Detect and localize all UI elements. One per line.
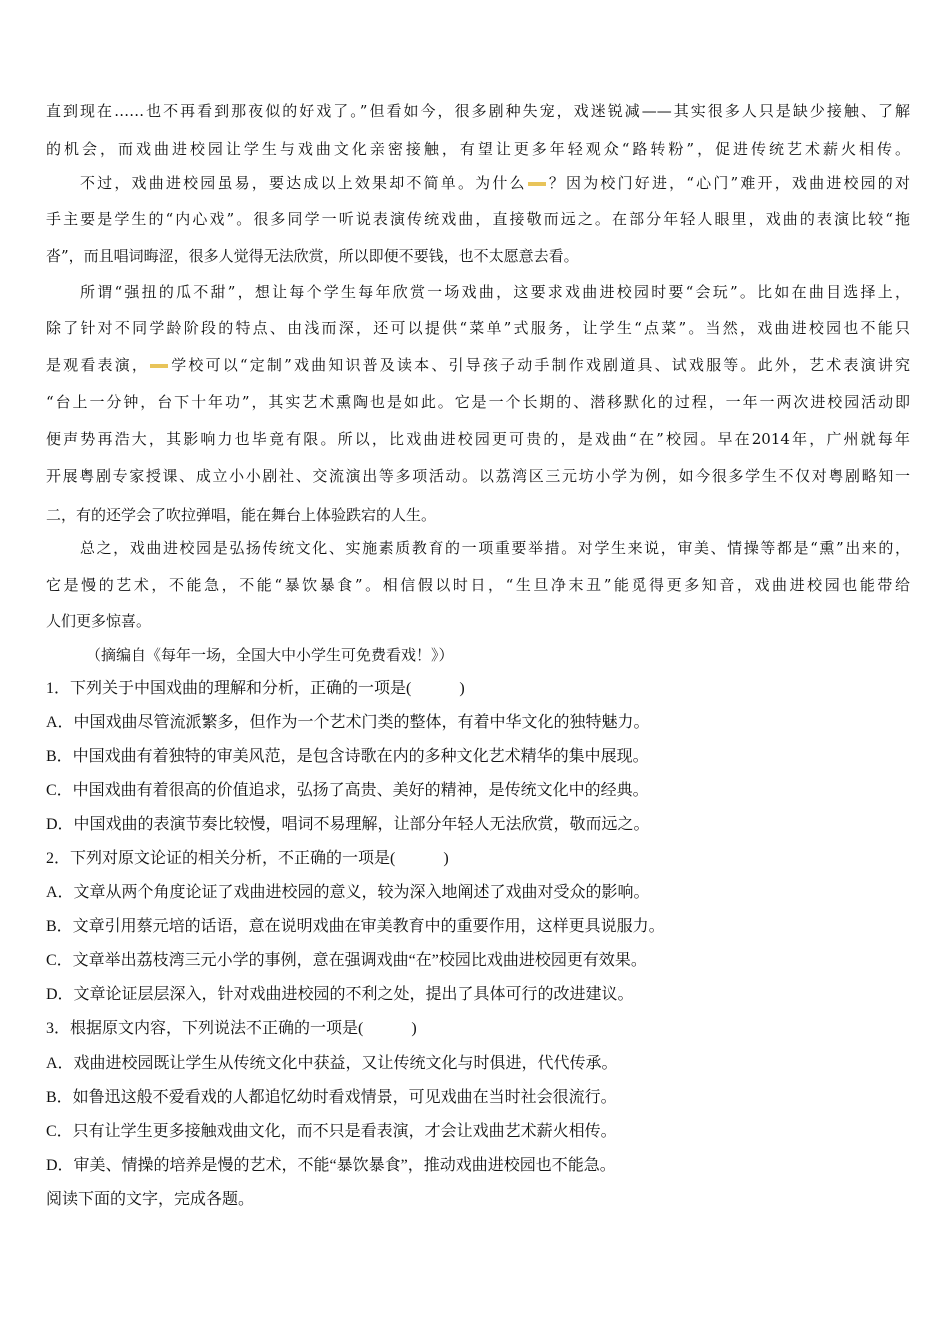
passage-line: 除了针对不同学龄阶段的特点、由浅而深，还可以提供“菜单”式服务，让学生“点菜”。当然，戏曲进校园也不能只	[46, 319, 910, 337]
option-a: A．戏曲进校园既让学生从传统文化中获益，又让传统文化与时俱进，代代传承。	[46, 1055, 618, 1072]
option-b: B．中国戏曲有着独特的审美风范，是包含诗歌在内的多种文化艺术精华的集中展现。	[46, 748, 649, 765]
passage-line: “台上一分钟，台下十年功”，其实艺术熏陶也是如此。它是一个长期的、潜移默化的过程，一年一两次进校园活动即	[46, 393, 910, 411]
reading-instruction: 阅读下面的文字，完成各题。	[46, 1191, 255, 1208]
passage-line: 人们更多惊喜。	[46, 612, 152, 630]
option-b: B．如鲁迅这般不爱看戏的人都追忆幼时看戏情景，可见戏曲在当时社会很流行。	[46, 1089, 617, 1106]
question-stem: 3．根据原文内容，下列说法不正确的一项是( )	[46, 1020, 417, 1037]
source-citation: （摘编自《每年一场，全国大中小学生可免费看戏！》）	[86, 646, 454, 664]
question-stem: 1．下列关于中国戏曲的理解和分析，正确的一项是( )	[46, 680, 465, 697]
question-stem: 2．下列对原文论证的相关分析，不正确的一项是( )	[46, 850, 449, 867]
option-d: D．审美、情操的培养是慢的艺术，不能“暴饮暴食”，推动戏曲进校园也不能急。	[46, 1157, 616, 1174]
blank-mark	[528, 182, 546, 186]
option-c: C．只有让学生更多接触戏曲文化，而不只是看表演，才会让戏曲艺术薪火相传。	[46, 1123, 617, 1140]
passage-line: 的机会，而戏曲进校园让学生与戏曲文化亲密接触，有望让更多年轻观众“路转粉”，促进传统艺术薪火相传。	[46, 140, 910, 158]
passage-text: ？因为校门好进，“心门”难开，戏曲进校园的对	[546, 174, 910, 192]
passage-line: 它是慢的艺术，不能急，不能“暴饮暴食”。相信假以时日，“生旦净末丑”能觅得更多知音，戏曲进校园也能带给	[46, 576, 910, 594]
option-c: C．文章举出荔枝湾三元小学的事例，意在强调戏曲“在”校园比戏曲进校园更有效果。	[46, 952, 647, 969]
option-c: C．中国戏曲有着很高的价值追求，弘扬了高贵、美好的精神，是传统文化中的经典。	[46, 782, 649, 799]
option-b: B．文章引用蔡元培的话语，意在说明戏曲在审美教育中的重要作用，这样更具说服力。	[46, 918, 665, 935]
blank-mark	[150, 364, 168, 368]
passage-text: 学校可以“定制”戏曲知识普及读本、引导孩子动手制作戏剧道具、试戏服等。此外，艺术表演讲究	[169, 356, 910, 374]
passage-line	[46, 353, 910, 377]
passage-line: 沓”，而且唱词晦涩，很多人觉得无法欣赏，所以即便不要钱，也不太愿意去看。	[46, 247, 579, 265]
passage-text: 不过，戏曲进校园虽易，要达成以上效果却不简单。为什么	[80, 174, 527, 192]
passage-line: 开展粤剧专家授课、成立小小剧社、交流演出等多项活动。以荔湾区三元坊小学为例，如今很多学生不仅对粤剧略知一	[46, 467, 910, 485]
passage-line: 总之，戏曲进校园是弘扬传统文化、实施素质教育的一项重要举措。对学生来说，审美、情操等都是“熏”出来的，	[80, 539, 910, 557]
option-a: A．中国戏曲尽管流派繁多，但作为一个艺术门类的整体，有着中华文化的独特魅力。	[46, 714, 650, 731]
passage-line: 便声势再浩大，其影响力也毕竟有限。所以，比戏曲进校园更可贵的，是戏曲“在”校园。早在2014年，广州就每年	[46, 430, 910, 448]
passage-line: 直到现在……也不再看到那夜似的好戏了。”但看如今，很多剧种失宠，戏迷锐减——其实很多人只是缺少接触、了解	[46, 102, 910, 120]
option-d: D．文章论证层层深入，针对戏曲进校园的不利之处，提出了具体可行的改进建议。	[46, 986, 634, 1003]
passage-line	[46, 171, 910, 195]
passage-line: 二，有的还学会了吹拉弹唱，能在舞台上体验跌宕的人生。	[46, 506, 437, 524]
option-d: D．中国戏曲的表演节奏比较慢，唱词不易理解，让部分年轻人无法欣赏，敬而远之。	[46, 816, 650, 833]
passage-line: 所谓“强扭的瓜不甜”，想让每个学生每年欣赏一场戏曲，这要求戏曲进校园时要“会玩”。比如在曲目选择上，	[80, 283, 910, 301]
passage-line: 手主要是学生的“内心戏”。很多同学一听说表演传统戏曲，直接敬而远之。在部分年轻人眼里，戏曲的表演比较“拖	[46, 210, 910, 228]
passage-text: 是观看表演，	[46, 356, 150, 374]
option-a: A．文章从两个角度论证了戏曲进校园的意义，较为深入地阐述了戏曲对受众的影响。	[46, 884, 650, 901]
